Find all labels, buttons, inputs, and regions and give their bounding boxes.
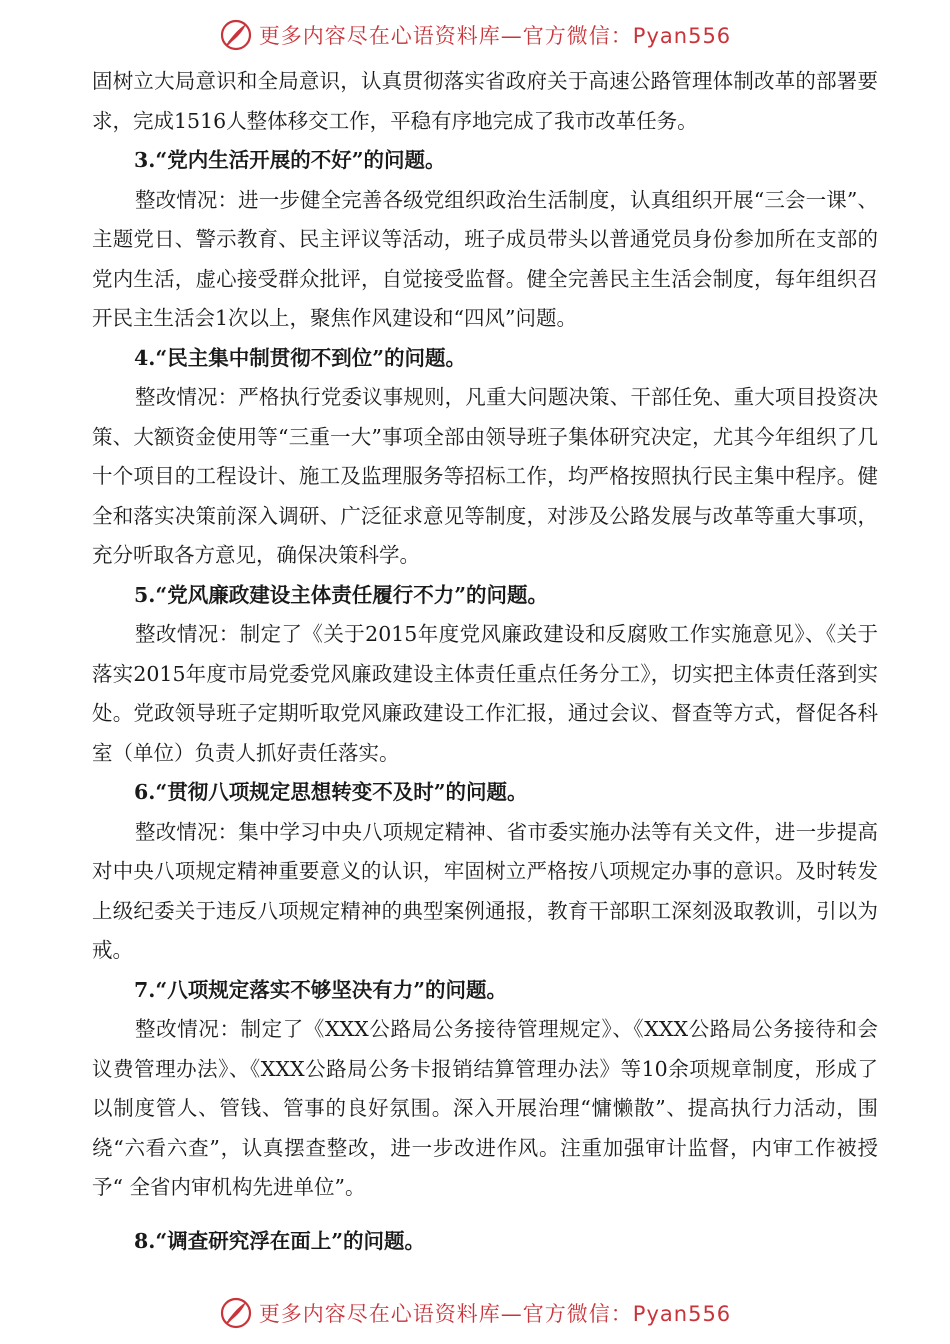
paragraph-spacer <box>92 1208 878 1222</box>
body-paragraph: 整改情况：制定了《XXX公路局公务接待管理规定》、《XXX公路局公务接待和会议费管理办法》、《XXX公路局公务卡报销结算管理办法》等10余项规章制度，形成了以制度管人、管钱、管事的良好氛围。深入开展治理“慵懒散”、提高执行力活动，围绕“六看六查”，认真摆查整改，进一步改进作风。注重加强审计监督，内审工作被授予“ 全省内审机构先进单位”。 <box>92 1017 878 1199</box>
watermark-text: 更多内容尽在心语资料库—官方微信：Pyan556 <box>258 24 732 48</box>
header-watermark <box>0 12 950 58</box>
section-heading: 5.“党风廉政建设主体责任履行不力”的问题。 <box>134 582 548 607</box>
footer-watermark <box>0 1290 950 1336</box>
section-heading: 6.“贯彻八项规定思想转变不及时”的问题。 <box>134 780 528 804</box>
watermark-text: 更多内容尽在心语资料库—官方微信：Pyan556 <box>258 1302 732 1326</box>
section-heading: 4.“民主集中制贯彻不到位”的问题。 <box>134 345 466 370</box>
body-paragraph: 整改情况：进一步健全完善各级党组织政治生活制度，认真组织开展“三会一课”、主题党日、警示教育、民主评议等活动，班子成员带头以普通党员身份参加所在支部的党内生活，虚心接受群众批评，自觉接受监督。健全完善民主生活会制度，每年组织召开民主生活会1次以上，聚焦作风建设和“四风”问题。 <box>92 187 878 330</box>
quill-seal-icon <box>219 1296 253 1330</box>
section-heading: 8.“调查研究浮在面上”的问题。 <box>134 1228 425 1253</box>
body-paragraph: 整改情况：严格执行党委议事规则，凡重大问题决策、干部任免、重大项目投资决策、大额资金使用等“三重一大”事项全部由领导班子集体研究决定，尤其今年组织了几十个项目的工程设计、施工及监理服务等招标工作，均严格按照执行民主集中程序。健全和落实决策前深入调研、广泛征求意见等制度，对涉及公路发展与改革等重大事项，充分听取各方意见，确保决策科学。 <box>92 385 878 567</box>
document-body <box>92 62 878 1261</box>
section-heading: 7.“八项规定落实不够坚决有力”的问题。 <box>134 977 507 1002</box>
body-paragraph: 固树立大局意识和全局意识，认真贯彻落实省政府关于高速公路管理体制改革的部署要求，完成1516人整体移交工作，平稳有序地完成了我市改革任务。 <box>92 69 878 133</box>
body-paragraph: 整改情况：制定了《关于2015年度党风廉政建设和反腐败工作实施意见》、《关于落实2015年度市局党委党风廉政建设主体责任重点任务分工》，切实把主体责任落到实处。党政领导班子定期听取党风廉政建设工作汇报，通过会议、督查等方式，督促各科室（单位）负责人抓好责任落实。 <box>92 622 878 765</box>
section-heading: 3.“党内生活开展的不好”的问题。 <box>134 148 446 172</box>
quill-seal-icon <box>219 18 253 52</box>
body-paragraph: 整改情况：集中学习中央八项规定精神、省市委实施办法等有关文件，进一步提高对中央八项规定精神重要意义的认识，牢固树立严格按八项规定办事的意识。及时转发上级纪委关于违反八项规定精神的典型案例通报，教育干部职工深刻汲取教训，引以为戒。 <box>92 819 878 962</box>
